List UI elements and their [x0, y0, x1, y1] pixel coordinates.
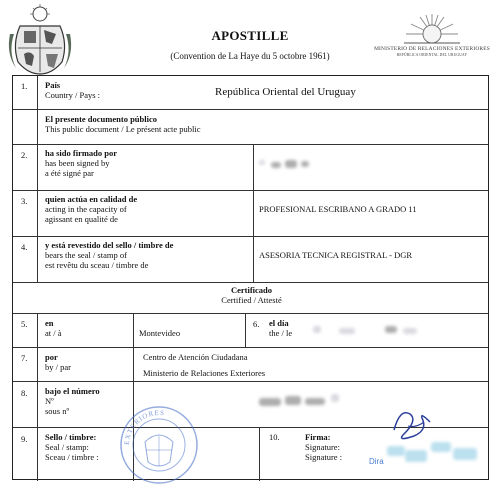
- ministry-name-line1: MINISTERIO DE RELACIONES EXTERIORES: [374, 46, 490, 52]
- public-document-label-es: El presente documento público: [45, 114, 158, 124]
- convention-subtitle: (Convention de La Haye du 5 octobre 1961): [170, 51, 330, 61]
- row4-label-trans2: est revêtu du sceau / timbre de: [45, 260, 149, 270]
- ministry-name: [368, 46, 496, 57]
- row2-label-es: ha sido firmado por: [45, 148, 118, 158]
- row5-label-es: en: [45, 318, 54, 328]
- issuer-value-line1: Centro de Atención Ciudadana: [143, 352, 248, 362]
- row5-label-trans: at / à: [45, 328, 62, 338]
- row3-label-trans2: agissant en qualité de: [45, 214, 118, 224]
- apostille-title: APOSTILLE: [211, 28, 289, 43]
- row1-number: 1.: [21, 81, 28, 91]
- row3-label-trans1: acting in the capacity of: [45, 204, 127, 214]
- row9-number: 9.: [21, 434, 28, 444]
- row2-label-trans2: a été signé par: [45, 168, 94, 178]
- capacity-value: PROFESIONAL ESCRIBANO A GRADO 11: [259, 204, 417, 214]
- row4-number: 4.: [21, 242, 28, 252]
- row9-label-trans2: Sceau / timbre :: [45, 452, 99, 462]
- certified-label-trans: Certified / Attesté: [221, 295, 282, 305]
- public-document-label-trans: This public document / Le présent acte public: [45, 124, 201, 134]
- row2-label-trans1: has been signed by: [45, 158, 110, 168]
- row6-number: 6.: [253, 319, 260, 329]
- ministry-name-line2: REPÚBLICA ORIENTAL DEL URUGUAY: [396, 53, 468, 57]
- row6-label-es: el día: [269, 318, 289, 328]
- row7-label-trans: by / par: [45, 362, 71, 372]
- country-value: República Oriental del Uruguay: [215, 86, 356, 98]
- row7-label-es: por: [45, 352, 58, 362]
- issuer-value-line2: Ministerio de Relaciones Exteriores: [143, 368, 266, 378]
- ministry-sun-logo: [402, 12, 462, 46]
- signer-name-partial: Dira: [369, 457, 384, 466]
- stamp-text: EXTERIORES: [122, 408, 166, 446]
- row10-label-trans2: Signature :: [305, 452, 343, 462]
- seal-of-value: ASESORIA TECNICA REGISTRAL - DGR: [259, 250, 413, 260]
- row5-number: 5.: [21, 319, 28, 329]
- row7-number: 7.: [21, 353, 28, 363]
- row4-label-trans1: bears the seal / stamp of: [45, 250, 127, 260]
- row10-label-trans1: Signature:: [305, 442, 340, 452]
- row9-label-es: Sello / timbre:: [45, 432, 97, 442]
- row8-label-trans2: sous nº: [45, 406, 70, 416]
- place-value: Montevideo: [139, 328, 181, 338]
- row8-number: 8.: [21, 388, 28, 398]
- ministry-stamp: [112, 398, 206, 492]
- row1-label-es: País: [45, 80, 61, 90]
- handwritten-signature: [380, 400, 450, 450]
- row2-number: 2.: [21, 150, 28, 160]
- row4-label-es: y está revestido del sello / timbre de: [45, 240, 174, 250]
- row3-label-es: quien actúa en calidad de: [45, 194, 138, 204]
- row6-label-trans: the / le: [269, 328, 293, 338]
- row1-label-trans: Country / Pays :: [45, 90, 101, 100]
- row10-number: 10.: [269, 432, 280, 442]
- row8-label-es: bajo el número: [45, 386, 100, 396]
- row8-label-trans1: Nº: [45, 396, 54, 406]
- certified-label-es: Certificado: [230, 285, 273, 295]
- row3-number: 3.: [21, 196, 28, 206]
- row10-label-es: Firma:: [305, 432, 331, 442]
- row9-label-trans1: Seal / stamp:: [45, 442, 89, 452]
